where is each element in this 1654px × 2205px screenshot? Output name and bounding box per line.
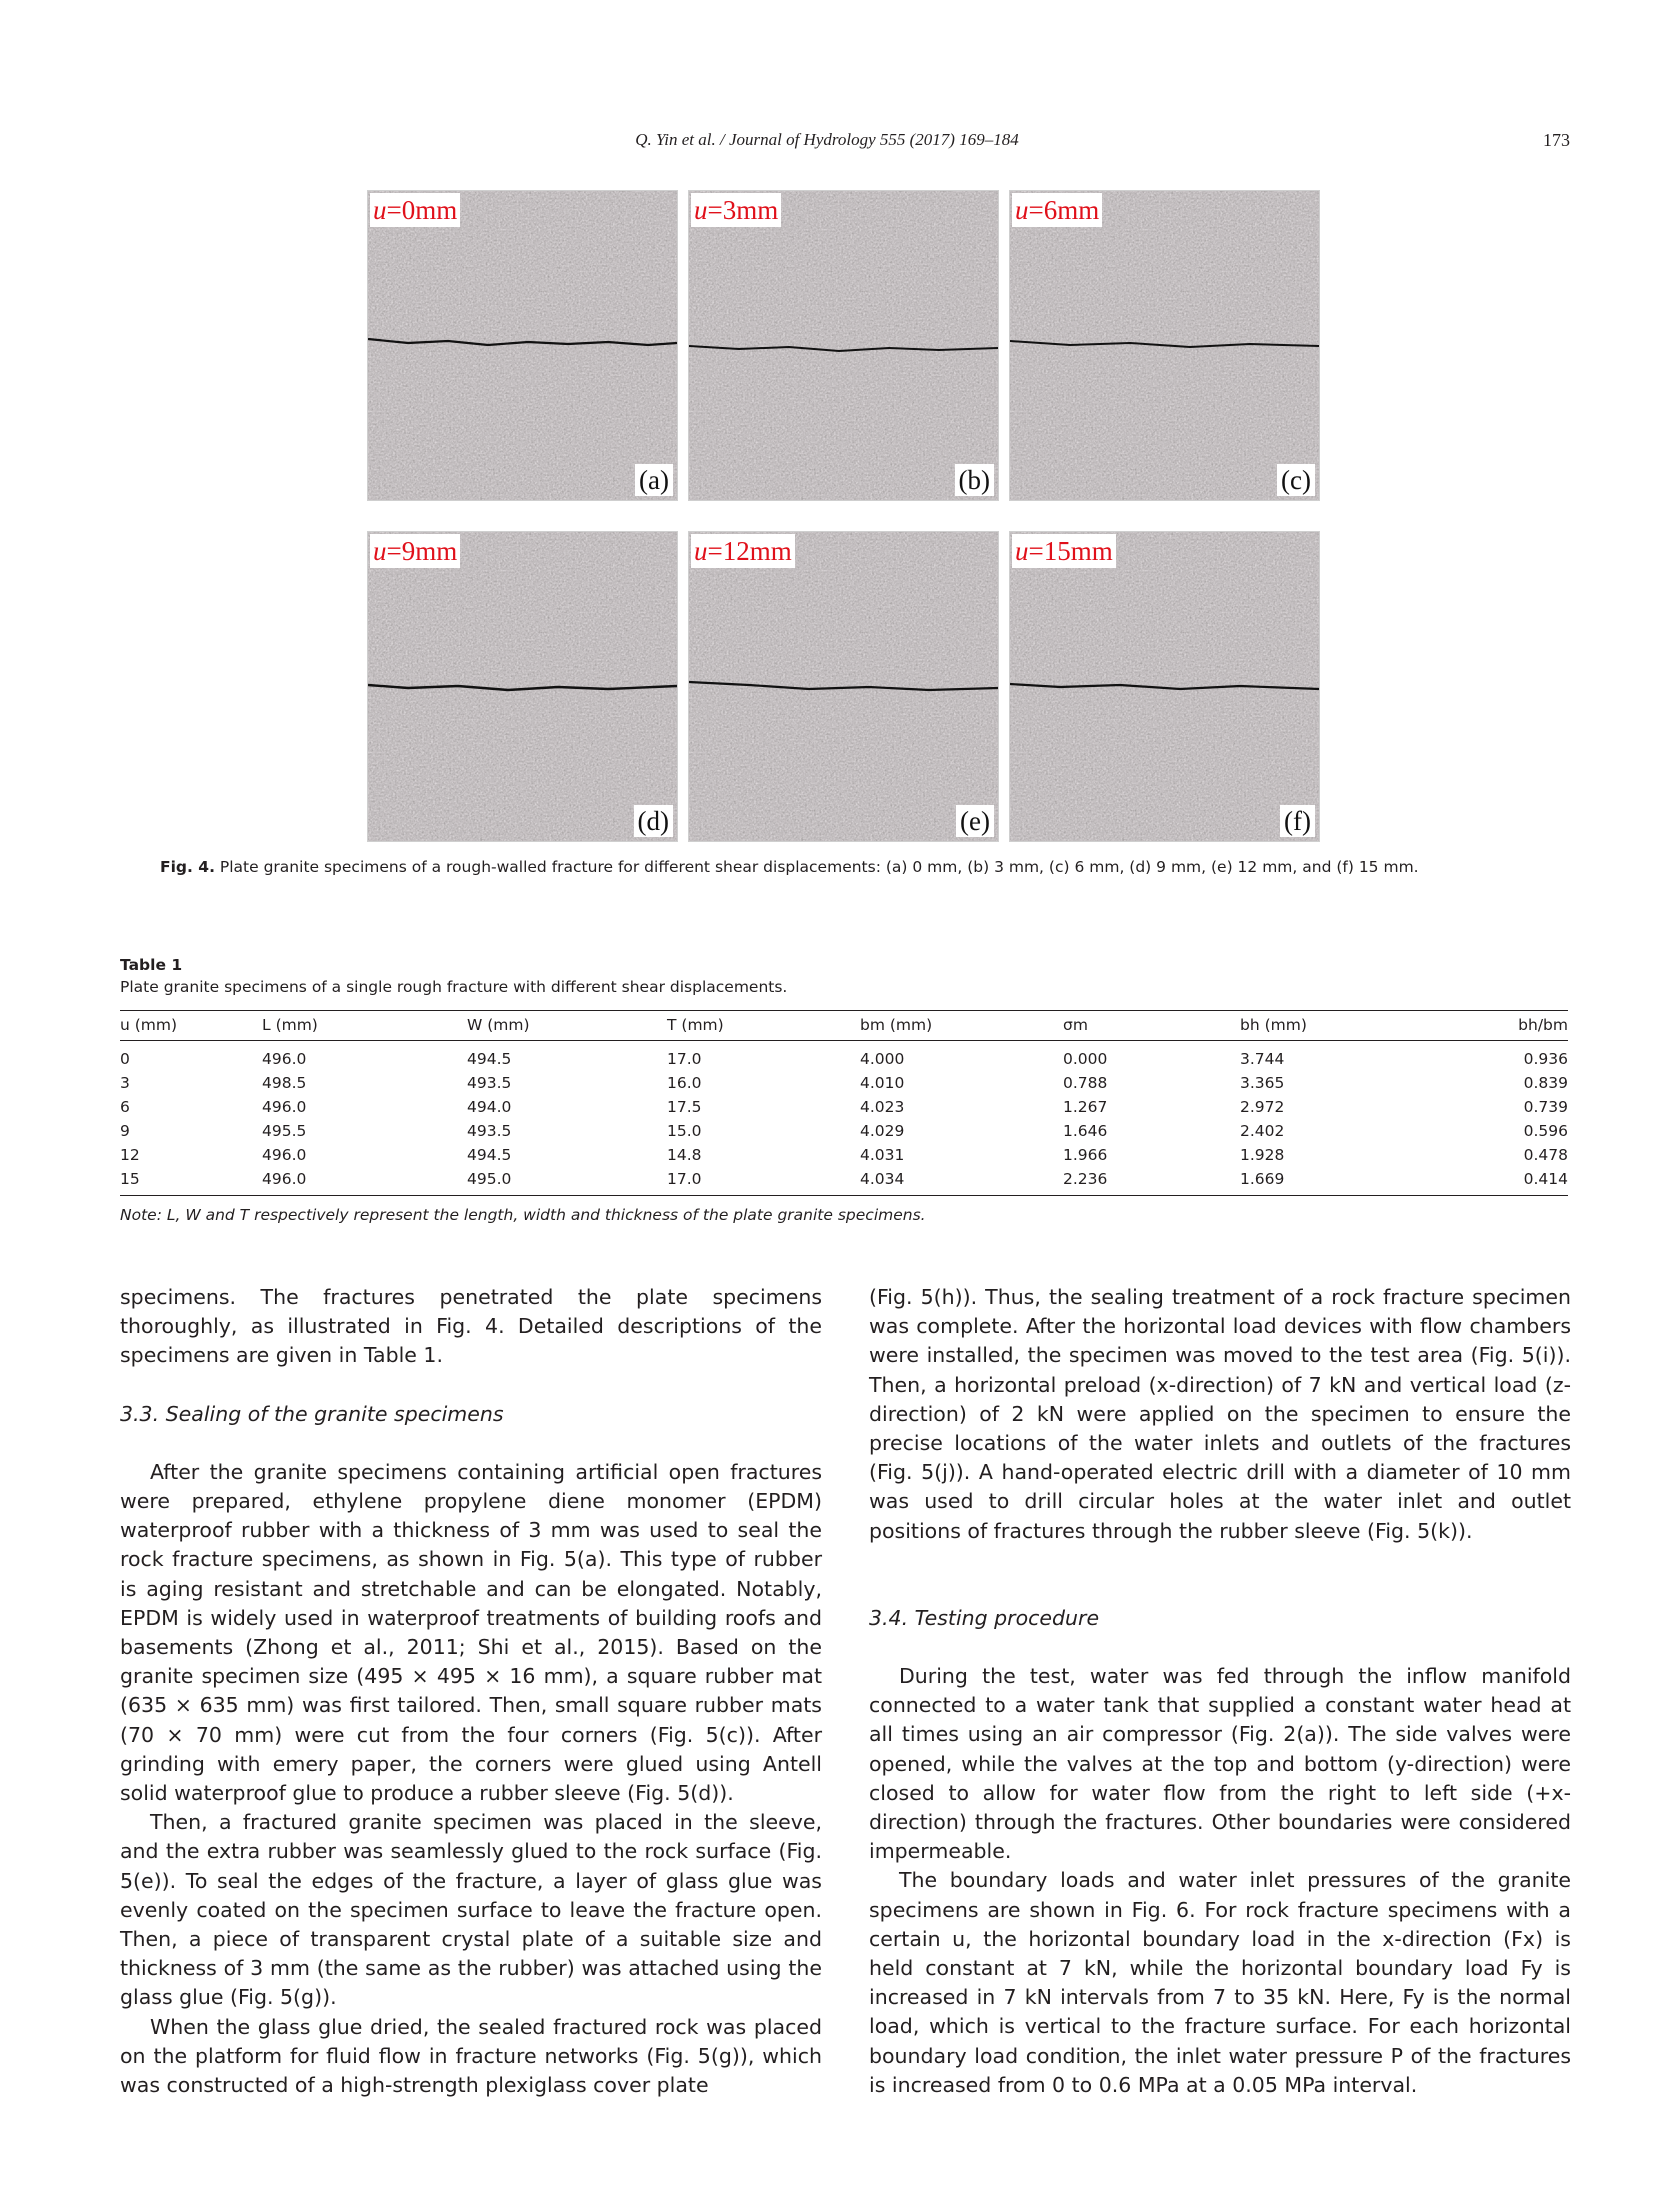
page-number: 173 — [1543, 130, 1570, 150]
table-cell: 3.365 — [1240, 1074, 1285, 1092]
table-cell: 1.928 — [1240, 1146, 1285, 1164]
table-cell: 0.788 — [1063, 1074, 1108, 1092]
table-cell: 496.0 — [262, 1167, 467, 1196]
displacement-label: u=6mm — [1012, 193, 1102, 227]
figure-caption-label: Fig. 4. — [160, 858, 215, 876]
table-cell: 0.000 — [1063, 1050, 1108, 1068]
column-header: W (mm) — [467, 1011, 667, 1041]
figure-panel-f — [1009, 531, 1320, 842]
table-cell: 1.646 — [1063, 1122, 1108, 1140]
table-cell: 494.5 — [467, 1146, 512, 1164]
displacement-label: u=15mm — [1012, 534, 1116, 568]
table-cell: 1.669 — [1240, 1167, 1440, 1196]
section-heading: 3.3. Sealing of the granite specimens — [120, 1401, 504, 1426]
left-column — [120, 1283, 822, 2100]
displacement-label: u=12mm — [691, 534, 795, 568]
granite-photo — [1010, 532, 1319, 841]
figure-panel-d — [367, 531, 678, 842]
table-cell: 496.0 — [262, 1098, 307, 1116]
table-cell: 495.0 — [467, 1167, 667, 1196]
table-cell: 17.5 — [667, 1098, 702, 1116]
table-cell: 0.414 — [1440, 1167, 1568, 1196]
table-cell: 9 — [120, 1122, 130, 1140]
column-header: bh (mm) — [1240, 1011, 1440, 1041]
table-cell: 2.402 — [1240, 1122, 1285, 1140]
column-header: bh/bm — [1440, 1011, 1568, 1041]
figure-panel-c — [1009, 190, 1320, 501]
section-heading: 3.4. Testing procedure — [869, 1605, 1100, 1630]
table-cell: 494.5 — [467, 1050, 512, 1068]
table-cell: 15.0 — [667, 1122, 702, 1140]
table-cell: 4.010 — [860, 1074, 905, 1092]
table-cell: 0.478 — [1523, 1146, 1568, 1164]
displacement-label: u=3mm — [691, 193, 781, 227]
table-cell: 6 — [120, 1098, 130, 1116]
panel-letter: (f) — [1280, 805, 1315, 837]
panel-letter: (d) — [634, 805, 673, 837]
granite-photo — [368, 532, 677, 841]
granite-photo — [1010, 191, 1319, 500]
table-row — [120, 1143, 1568, 1167]
paragraph: When the glass glue dried, the sealed fractured rock was placed on the platform for fluid flow in fracture networks (Fig. 5(g)), which was constructed of a high-strength plexiglass cover plate — [120, 2014, 822, 2098]
running-head: Q. Yin et al. / Journal of Hydrology 555 (2017) 169–184 — [635, 130, 1019, 149]
table-cell: 16.0 — [667, 1074, 702, 1092]
table-cell: 4.000 — [860, 1050, 905, 1068]
table-cell: 493.5 — [467, 1122, 512, 1140]
granite-photo — [368, 191, 677, 500]
table-cell: 0.839 — [1523, 1074, 1568, 1092]
paragraph: The boundary loads and water inlet pressures of the granite specimens are shown in Fig. 6. For rock fracture specimens with a certain u, the horizontal boundary load in the x-direction (Fx) is held constant at 7 kN, while the horizontal boundary load Fy is increased in 7 kN intervals from 7 to 35 kN. Here, Fy is the normal load, which is vertical to the fracture surface. For each horizontal boundary load condition, the inlet water pressure P of the fractures is increased from 0 to 0.6 MPa at a 0.05 MPa interval. — [869, 1868, 1571, 2097]
table-row — [120, 1041, 1568, 1072]
table-cell: 4.034 — [860, 1167, 1063, 1196]
displacement-label: u=9mm — [370, 534, 460, 568]
table-cell: 4.023 — [860, 1098, 905, 1116]
table-header-row — [120, 1011, 1568, 1041]
figure-caption — [160, 858, 1560, 876]
figure-panel-b — [688, 190, 999, 501]
column-header: bm (mm) — [860, 1011, 1063, 1041]
right-column — [869, 1283, 1571, 2100]
panel-letter: (e) — [956, 805, 994, 837]
panel-letter: (c) — [1277, 464, 1315, 496]
column-header: L (mm) — [262, 1011, 467, 1041]
table-cell: 494.0 — [467, 1098, 512, 1116]
granite-photo — [689, 532, 998, 841]
table-cell: 3.744 — [1240, 1050, 1285, 1068]
column-header: σm — [1063, 1011, 1240, 1041]
table-1 — [120, 956, 1568, 1224]
table-cell: 496.0 — [262, 1050, 307, 1068]
table-cell: 1.267 — [1063, 1098, 1108, 1116]
column-header: u (mm) — [120, 1011, 262, 1041]
table-note: Note: L, W and T respectively represent the length, width and thickness of the plate granite specimens. — [120, 1206, 926, 1224]
table-cell: 0.936 — [1523, 1050, 1568, 1068]
table-label: Table 1 — [120, 956, 183, 974]
table-row — [120, 1167, 1568, 1196]
table-cell: 1.966 — [1063, 1146, 1108, 1164]
table-cell: 3 — [120, 1074, 130, 1092]
table-row — [120, 1095, 1568, 1119]
paragraph: During the test, water was fed through the inflow manifold connected to a water tank that supplied a constant water head at all times using an air compressor (Fig. 2(a)). The side valves were opened, while the valves at the top and bottom (y-direction) were closed to allow for water flow from the right to left side (+x-direction) through the fractures. Other boundaries were considered impermeable. — [869, 1664, 1571, 1864]
table-cell: 0.596 — [1523, 1122, 1568, 1140]
figure-panel-e — [688, 531, 999, 842]
panel-letter: (a) — [635, 464, 673, 496]
column-header: T (mm) — [667, 1011, 860, 1041]
figure-panel-a — [367, 190, 678, 501]
panel-letter: (b) — [955, 464, 994, 496]
table-cell: 4.031 — [860, 1146, 905, 1164]
table-cell: 15 — [120, 1167, 262, 1196]
table-cell: 12 — [120, 1146, 140, 1164]
granite-photo — [689, 191, 998, 500]
table-row — [120, 1071, 1568, 1095]
table-caption: Plate granite specimens of a single rough fracture with different shear displacements. — [120, 978, 788, 996]
figure-caption-text: Plate granite specimens of a rough-walled fracture for different shear displacements: (a) 0 mm, (b) 3 mm, (c) 6 mm, (d) 9 mm, (e) 12 mm, and (f) 15 mm. — [219, 858, 1419, 876]
table-cell: 498.5 — [262, 1074, 307, 1092]
table-cell: 0 — [120, 1050, 130, 1068]
table-row — [120, 1119, 1568, 1143]
paragraph: After the granite specimens containing artificial open fractures were prepared, ethylene propylene diene monomer (EPDM) waterproof rubber with a thickness of 3 mm was used to seal the rock fracture specimens, as shown in Fig. 5(a). This type of rubber is aging resistant and stretchable and can be elongated. Notably, EPDM is widely used in waterproof treatments of building roofs and basements (Zhong et al., 2011; Shi et al., 2015). Based on the granite specimen size (495 × 495 × 16 mm), a square rubber mat (635 × 635 mm) was first tailored. Then, small square rubber mats (70 × 70 mm) were cut from the four corners (Fig. 5(c)). After grinding with emery paper, the corners were glued using Antell solid waterproof glue to produce a rubber sleeve (Fig. 5(d)). — [120, 1459, 822, 1806]
table-cell: 2.972 — [1240, 1098, 1285, 1116]
table-cell: 17.0 — [667, 1167, 860, 1196]
data-table — [120, 1010, 1568, 1196]
table-cell: 495.5 — [262, 1122, 307, 1140]
paragraph: Then, a fractured granite specimen was placed in the sleeve, and the extra rubber was seamlessly glued to the rock surface (Fig. 5(e)). To seal the edges of the fracture, a layer of glass glue was evenly coated on the specimen surface to leave the fracture open. Then, a piece of transparent crystal plate of a suitable size and thickness of 3 mm (the same as the rubber) was attached using the glass glue (Fig. 5(g)). — [120, 1810, 822, 2010]
table-cell: 4.029 — [860, 1122, 905, 1140]
table-cell: 496.0 — [262, 1146, 307, 1164]
table-cell: 0.739 — [1523, 1098, 1568, 1116]
displacement-label: u=0mm — [370, 193, 460, 227]
table-cell: 14.8 — [667, 1146, 702, 1164]
table-cell: 2.236 — [1063, 1167, 1240, 1196]
table-cell: 493.5 — [467, 1074, 512, 1092]
paragraph: specimens. The fractures penetrated the plate specimens thoroughly, as illustrated in Fig. 4. Detailed descriptions of the specimens are given in Table 1. — [120, 1285, 822, 1368]
table-cell: 17.0 — [667, 1050, 702, 1068]
paragraph: (Fig. 5(h)). Thus, the sealing treatment of a rock fracture specimen was complete. After the horizontal load devices with flow chambers were installed, the specimen was moved to the test area (Fig. 5(i)). Then, a horizontal preload (x-direction) of 7 kN and vertical load (z-direction) of 2 kN were applied on the specimen to ensure the precise locations of the water inlets and outlets of the fractures (Fig. 5(j)). A hand-operated electric drill with a diameter of 10 mm was used to drill circular holes at the water inlet and outlet positions of fractures through the rubber sleeve (Fig. 5(k)). — [869, 1285, 1571, 1543]
